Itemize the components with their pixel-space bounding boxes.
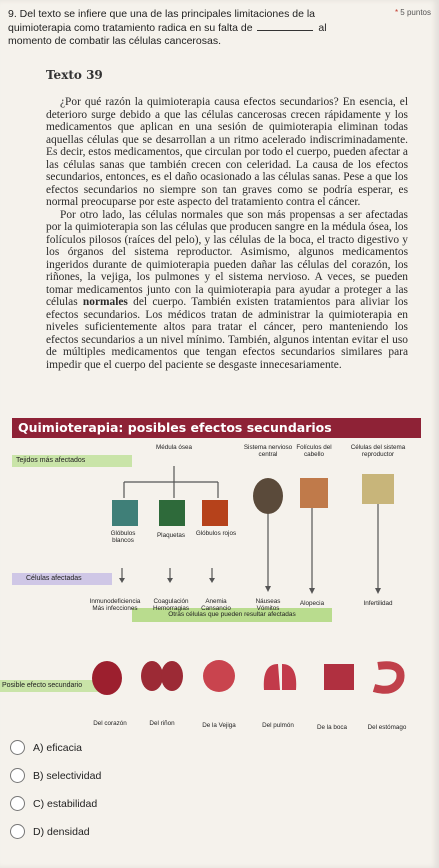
label-red-cells: Glóbulos rojos [195, 530, 237, 537]
option-b-label: B) selectividad [33, 769, 102, 782]
row-label-tissues: Tejidos más afectados [16, 457, 86, 464]
effect-infertility: Infertilidad [363, 600, 393, 607]
reading-paragraph-2 [46, 209, 408, 372]
stomach-image [374, 665, 401, 690]
reproductive-cells-image [362, 474, 394, 504]
organ-kidney: Del riñon [149, 720, 175, 727]
answer-blank [257, 21, 313, 31]
radio-d[interactable] [10, 824, 25, 839]
radio-a[interactable] [10, 740, 25, 755]
kidney-left-image [141, 661, 163, 691]
white-cells-image [112, 500, 138, 526]
question-text [8, 8, 368, 48]
option-c[interactable] [10, 796, 97, 811]
radio-c[interactable] [10, 796, 25, 811]
infographic-banner: Quimioterapia: posibles efectos secundarios [12, 418, 421, 438]
effect-coagulation: Coagulación Hemorragias [152, 598, 190, 612]
option-d-label: D) densidad [33, 825, 90, 838]
lungs-image [264, 664, 296, 690]
option-c-label: C) estabilidad [33, 797, 98, 810]
kidney-right-image [161, 661, 183, 691]
hair-follicle-image [300, 478, 328, 508]
points-label [395, 8, 431, 17]
infographic-graphics [12, 418, 426, 740]
mouth-image [324, 664, 354, 690]
organ-stomach: Del estómago [367, 724, 407, 731]
radio-b[interactable] [10, 768, 25, 783]
option-a-label: A) eficacia [33, 741, 83, 754]
required-mark: * [394, 8, 399, 17]
option-b[interactable] [10, 768, 101, 783]
row-label-other: Otras células que pueden resultar afectadas [168, 611, 296, 618]
effect-nausea: Náuseas Vómitos [255, 598, 281, 612]
organ-bladder: De la Vejiga [202, 722, 236, 729]
organ-mouth: De la boca [316, 724, 348, 731]
label-follicles: Folículos del cabello [296, 444, 332, 458]
reading-paragraph-2-end: del cuerpo. También existen tratamientos para aliviar los efectos secundarios. Los médicos tratan de administrar la quimioterapia en niveles suficientemente altos para tratar el cáncer, pero manteniendo los efectos secundarios a un nivel mínimo. También, algunos intentan evitar el uso de múltiples medicamentos que tengan efectos secundarios similares para impedir que el cuerpo del paciente se desgaste innecesariamente. [46, 296, 408, 371]
nervous-system-image [253, 478, 283, 514]
reading-paragraph-1: ¿Por qué razón la quimioterapia causa efectos secundarios? En esencia, el deterioro surge debido a que las células cancerosas crecen rápidamente y los medicamentos que aplican en una sesión de quimioterapia eliminan todas aquellas células que se desarrollan a un ritmo acelerado indiscriminadamente. Es decir, estos medicamentos, que circulan por todo el cuerpo, pueden afectar a las células sanas que también crecen con celeridad. La causa de los efectos secundarios, entonces, es el daño ocasionado a las células sanas. Pese a que los efectos secundarios no siempre son tan graves como se podría esperar, es normal preocuparse por este aspecto del tratamiento contra el cáncer. [46, 96, 408, 208]
red-cells-image [202, 500, 228, 526]
chemo-infographic [2, 418, 426, 740]
organ-lung: Del pulmón [262, 722, 294, 729]
effect-anemia: Anemia Cansancio [201, 598, 231, 612]
reading-bold-word: normales [82, 296, 128, 308]
reading-title: Texto 39 [46, 68, 103, 82]
organ-heart: Del corazón [93, 720, 127, 727]
label-white-cells: Glóbulos blancos [110, 530, 136, 544]
heart-image [92, 661, 122, 695]
label-platelets: Plaquetas [156, 532, 185, 539]
question-header [8, 8, 428, 48]
question-text-start: 9. Del texto se infiere que una de las principales limitaciones de la quimioterapia como tratamiento radica en su falta de [8, 8, 316, 34]
points-value: 5 puntos [400, 8, 431, 17]
bladder-image [203, 660, 235, 692]
reading-text [46, 96, 408, 371]
option-d[interactable] [10, 824, 90, 839]
effect-immunodeficiency: Inmunodeficiencia Más infecciones [89, 598, 141, 612]
question-text-end: al momento de combatir las células cancerosas. [8, 22, 327, 47]
label-reproductive: Células del sistema reproductor [350, 444, 406, 458]
label-nervous-system: Sistema nervioso central [243, 444, 293, 458]
effect-alopecia: Alopecia [299, 600, 325, 607]
label-medula: Médula ósea [155, 444, 193, 451]
reading-paragraph-2-start: Por otro lado, las células normales que son más propensas a ser afectadas por la quimioterapia son las células que producen sangre en la médula ósea, los folículos pilosos (raíces del pelo), y las células de la boca, el tracto digestivo y los órganos del sistema reproductor. Asimismo, algunos medicamentos ingeridos durante de quimioterapia pueden dañar las células del corazón, los riñones, la vejiga, los pulmones y el sistema nervioso. A veces, se pueden tomar medicamentos junto con la quimioterapia para ayudar a proteger a las células [46, 208, 408, 308]
platelets-image [159, 500, 185, 526]
option-a[interactable] [10, 740, 82, 755]
row-label-effect: Posible efecto secundario [2, 682, 83, 689]
row-label-cells: Células afectadas [26, 575, 82, 582]
